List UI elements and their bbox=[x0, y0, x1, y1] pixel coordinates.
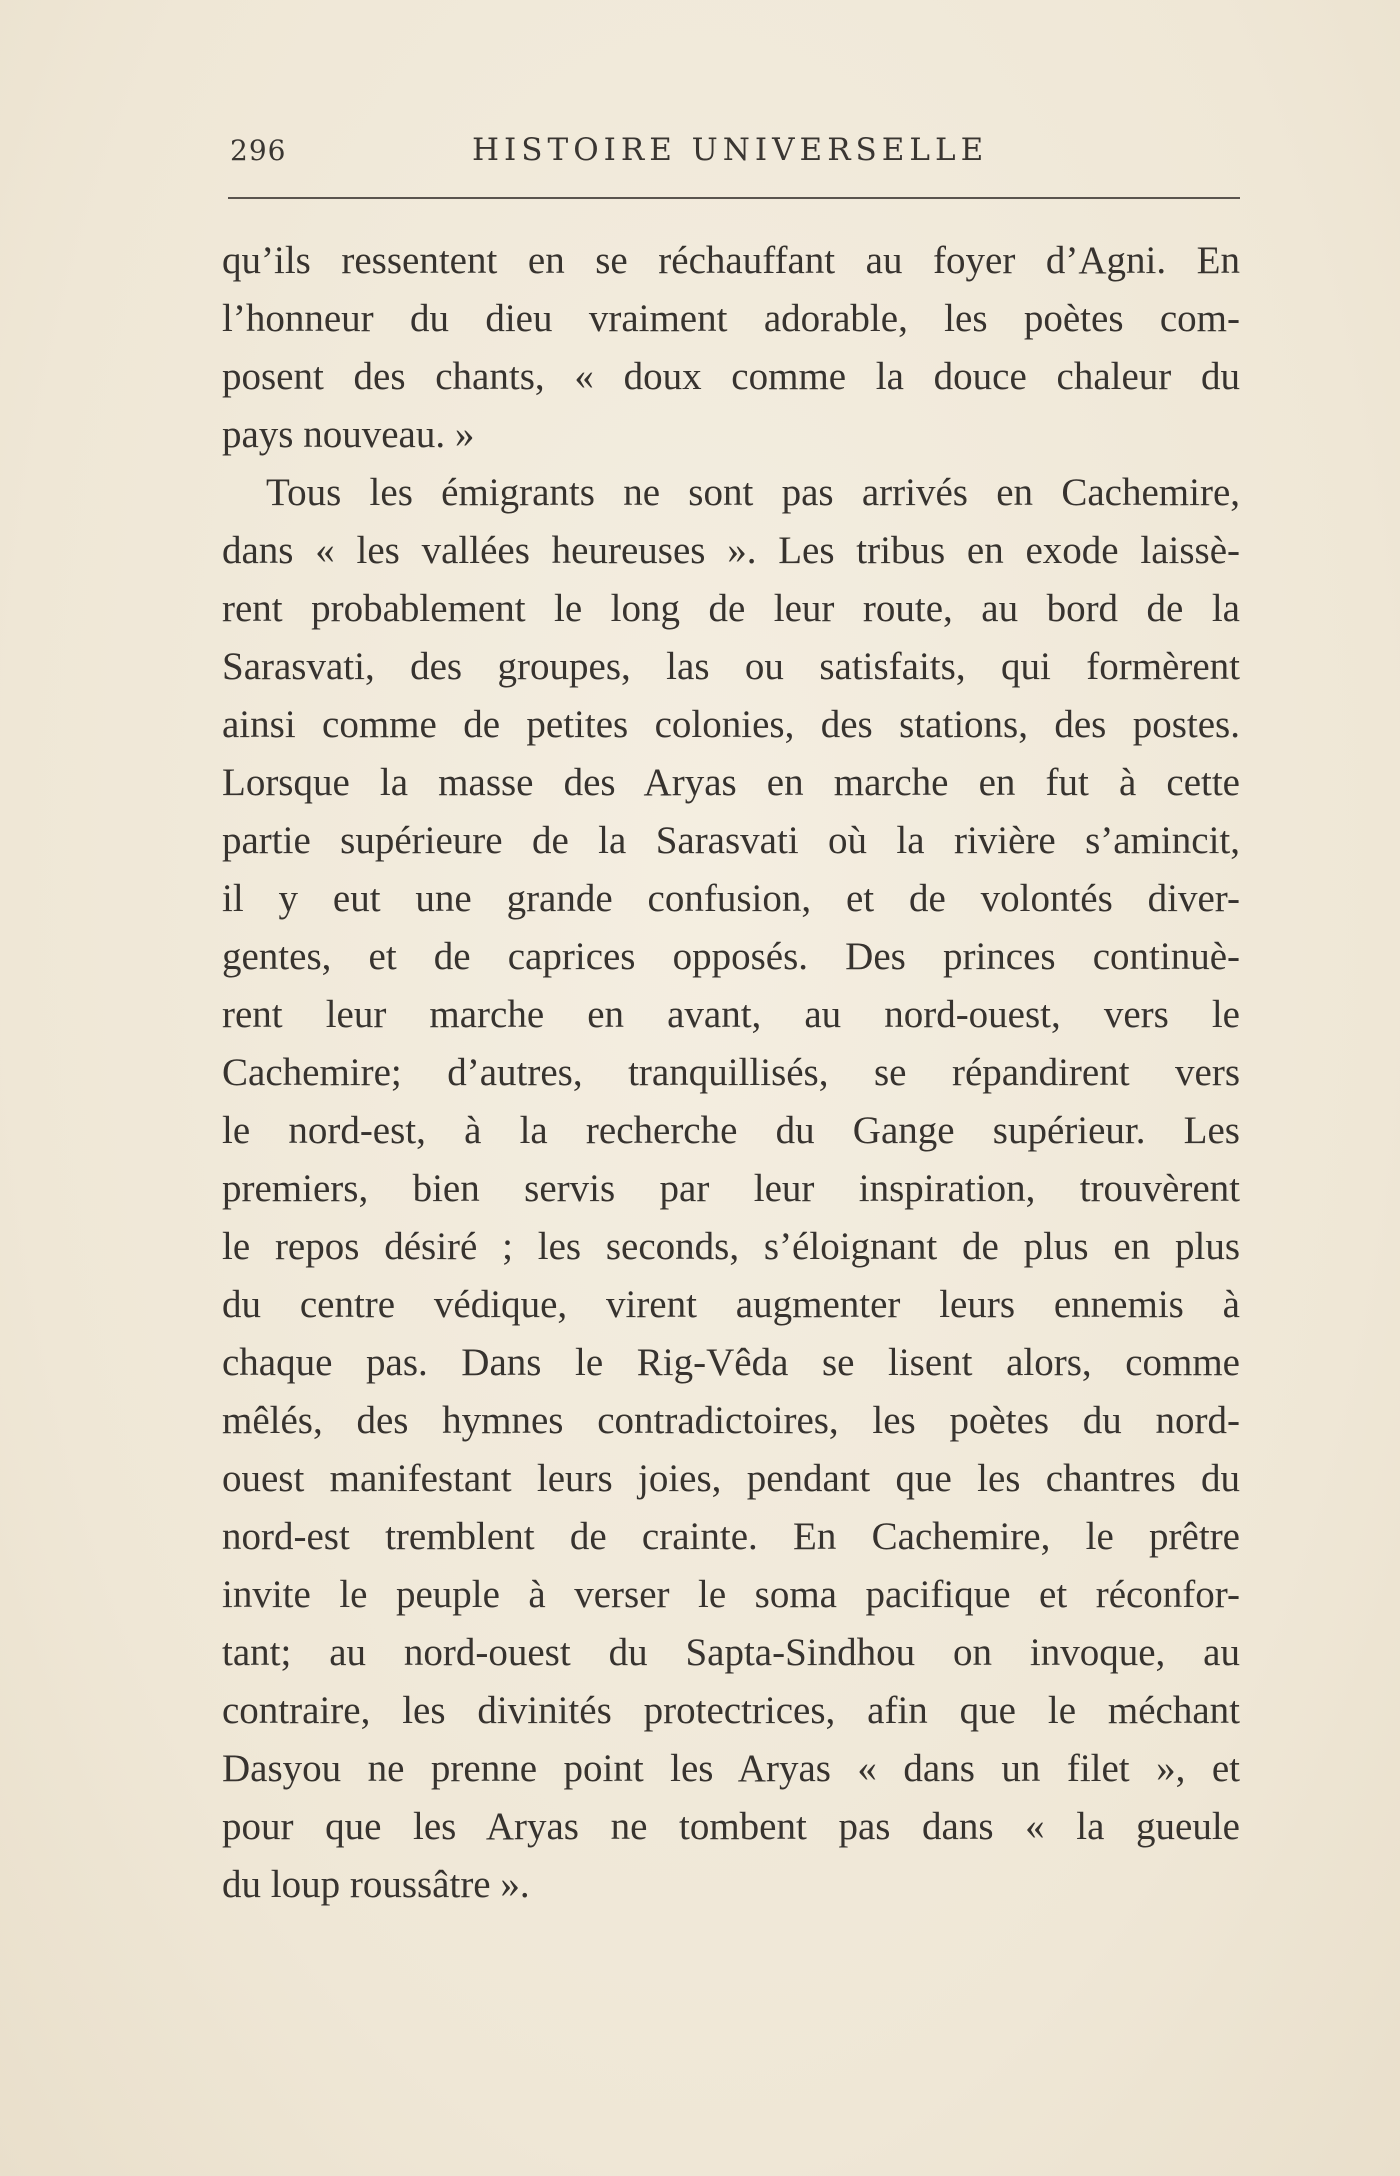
text-line: gentes, et de caprices opposés. Des princes continuè- bbox=[222, 935, 1240, 978]
page-number: 296 bbox=[230, 134, 287, 167]
text-line: contraire, les divinités protectrices, afin que le méchant bbox=[222, 1689, 1240, 1732]
text-line: ainsi comme de petites colonies, des stations, des postes. bbox=[222, 703, 1240, 746]
text-line: pour que les Aryas ne tombent pas dans « la gueule bbox=[222, 1805, 1240, 1848]
text-line: pays nouveau. » bbox=[222, 413, 475, 456]
text-line: le repos désiré ; les seconds, s’éloignant de plus en plus bbox=[222, 1225, 1240, 1268]
text-line: posent des chants, « doux comme la douce chaleur du bbox=[222, 355, 1240, 398]
text-line: du loup roussâtre ». bbox=[222, 1863, 530, 1906]
body-text bbox=[222, 232, 1240, 1914]
text-line: Lorsque la masse des Aryas en marche en fut à cette bbox=[222, 761, 1240, 804]
running-title: HISTOIRE UNIVERSELLE bbox=[472, 132, 989, 168]
text-line: chaque pas. Dans le Rig-Vêda se lisent alors, comme bbox=[222, 1341, 1240, 1384]
text-line: premiers, bien servis par leur inspiration, trouvèrent bbox=[222, 1167, 1240, 1210]
text-line: du centre védique, virent augmenter leurs ennemis à bbox=[222, 1283, 1240, 1326]
text-line: tant; au nord-ouest du Sapta-Sindhou on invoque, au bbox=[222, 1631, 1240, 1674]
text-line: partie supérieure de la Sarasvati où la rivière s’amincit, bbox=[222, 819, 1240, 862]
text-line: Cachemire; d’autres, tranquillisés, se répandirent vers bbox=[222, 1051, 1240, 1094]
text-line: Dasyou ne prenne point les Aryas « dans un filet », et bbox=[222, 1747, 1240, 1790]
text-line: dans « les vallées heureuses ». Les tribus en exode laissè- bbox=[222, 529, 1240, 572]
text-line: qu’ils ressentent en se réchauffant au foyer d’Agni. En bbox=[222, 239, 1240, 282]
text-line: le nord-est, à la recherche du Gange supérieur. Les bbox=[222, 1109, 1240, 1152]
text-line: Sarasvati, des groupes, las ou satisfaits, qui formèrent bbox=[222, 645, 1240, 688]
text-line: ouest manifestant leurs joies, pendant que les chantres du bbox=[222, 1457, 1240, 1500]
text-line: mêlés, des hymnes contradictoires, les poètes du nord- bbox=[222, 1399, 1240, 1442]
text-line: Tous les émigrants ne sont pas arrivés en Cachemire, bbox=[266, 471, 1240, 514]
text-line: rent leur marche en avant, au nord-ouest, vers le bbox=[222, 993, 1240, 1036]
text-line: rent probablement le long de leur route, au bord de la bbox=[222, 587, 1240, 630]
text-line: nord-est tremblent de crainte. En Cachemire, le prêtre bbox=[222, 1515, 1240, 1558]
text-line: il y eut une grande confusion, et de volontés diver- bbox=[222, 877, 1240, 920]
text-line: l’honneur du dieu vraiment adorable, les poètes com- bbox=[222, 297, 1240, 340]
header-rule bbox=[228, 197, 1240, 199]
text-line: invite le peuple à verser le soma pacifique et réconfor- bbox=[222, 1573, 1240, 1616]
page-header bbox=[222, 128, 1240, 178]
